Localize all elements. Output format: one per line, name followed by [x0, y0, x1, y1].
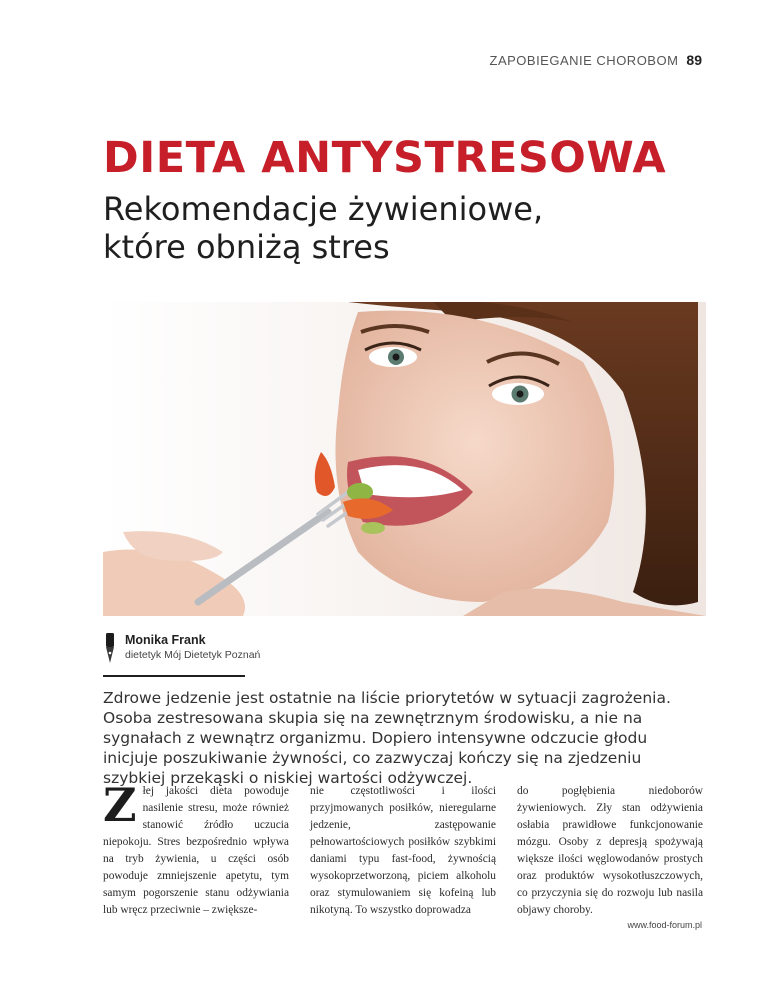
lead-paragraph: Zdrowe jedzenie jest ostatnie na liście priorytetów w sytuacji zagrożenia. Osoba zestresowana skupia się na zewnętrznym środowisku, a nie na sygnałach z wewnątrz organizmu. Dopiero intensywne odczucie głodu inicjuje poszukiwanie żywności, co zazwyczaj kończy się na zjedzeniu szybkiej przekąski o niskiej wartości odżywczej.	[103, 689, 671, 787]
subtitle-line: Rekomendacje żywieniowe,	[103, 190, 544, 228]
running-header	[490, 52, 703, 68]
page-number: 89	[686, 52, 702, 68]
section-name: ZAPOBIEGANIE CHOROBOM	[489, 53, 679, 68]
body-column-2: nie częstotliwości i ilości przyjmowanych posiłków, nieregularne jedzenie, zastępowanie pełnowartościowych posiłków szybkimi daniami typu fast-food, żywnością wysokoprzetworzoną, piciem alkoholu oraz stymulowaniem się kofeiną lub nikotyną. To wszystko doprowadza	[310, 785, 496, 916]
author-divider	[103, 675, 245, 677]
subtitle-line: które obniżą stres	[103, 228, 390, 266]
body-column-3: do pogłębienia niedoborów żywieniowych. Zły stan odżywienia osłabia prawidłowe funkcjonowanie mózgu. Osoby z depresją spożywają większe ilości węglowodanów prostych oraz produktów wysokotłuszczowych, co przyczynia się do rozwoju lub nasila objawy choroby.	[517, 785, 703, 916]
drop-cap: Z	[103, 778, 137, 832]
woman-eating-salad-illustration	[103, 302, 706, 616]
body-column-1	[103, 778, 289, 919]
article-title: DIETA ANTYSTRESOWA	[103, 133, 667, 183]
author-byline	[103, 633, 260, 665]
author-role: dietetyk Mój Dietetyk Poznań	[125, 649, 261, 661]
footer-url: www.food-forum.pl	[627, 920, 702, 930]
fountain-pen-icon	[103, 633, 117, 665]
author-name: Monika Frank	[125, 633, 206, 647]
column-text: łej jakości dieta powoduje nasilenie stresu, może również stanowić źródło uczucia niepokoju. Stres bezpośrednio wpływa na tryb żywienia, u części osób powoduje zmniejszenie apetytu, tym samym pogorszenie stanu odżywiania lub wręcz przeciwnie – zwiększe-	[103, 785, 289, 916]
hero-photo	[103, 302, 706, 616]
article-subtitle	[103, 190, 663, 266]
body-text	[103, 778, 703, 919]
